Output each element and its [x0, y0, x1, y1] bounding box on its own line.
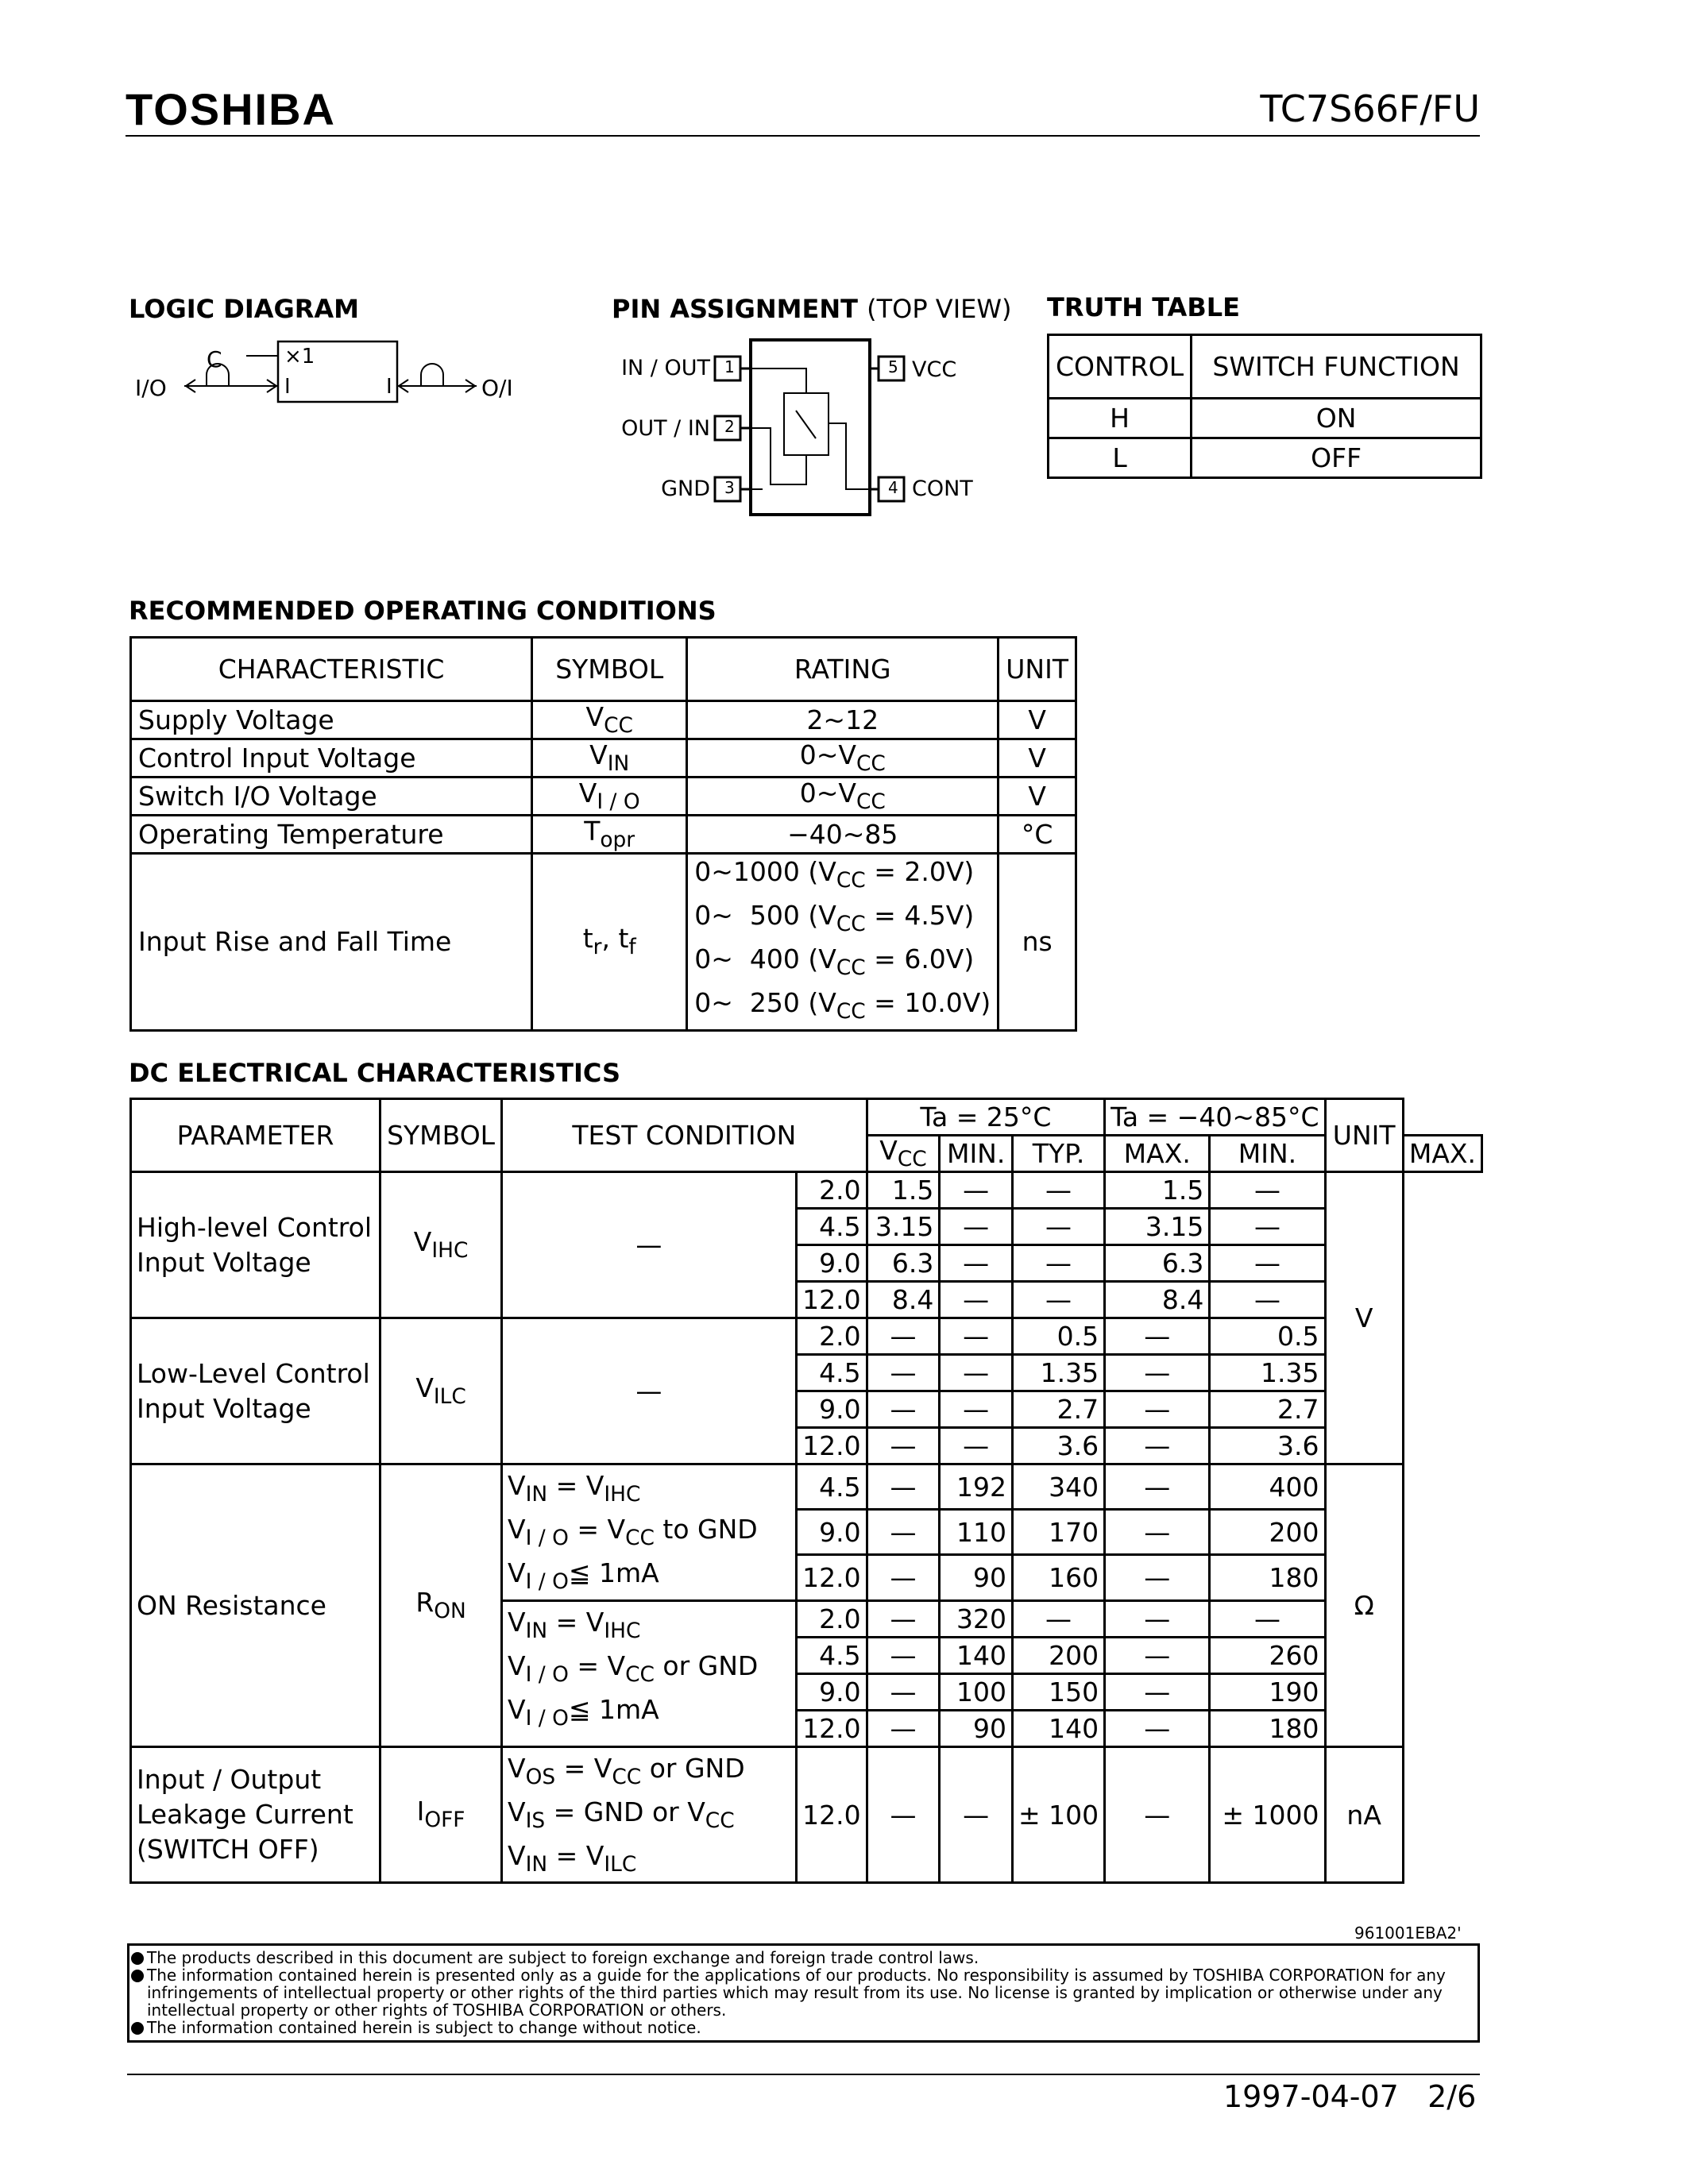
roc-unit: °C: [999, 816, 1076, 854]
roc-header: RATING: [687, 638, 999, 701]
truth-cell: H: [1049, 399, 1192, 438]
condition-line: $V_{IN} = V_{IHC}$: [508, 1606, 641, 1643]
dc-vcc: 12.0: [796, 1428, 867, 1464]
dc-max2: 2.7: [1210, 1391, 1325, 1428]
roc-characteristic: Supply Voltage: [131, 701, 532, 739]
dc-parameter-ioff-line: Input / Output: [137, 1764, 322, 1796]
dc-min: —: [867, 1600, 940, 1637]
dc-vcc: 2.0: [796, 1600, 867, 1637]
dc-row: [131, 1746, 1482, 1883]
dc-min: 8.4: [867, 1282, 940, 1318]
dc-symbol-ron: $R_{ON}$: [380, 1464, 502, 1747]
dc-typ: —: [940, 1746, 1013, 1883]
dc-min: —: [867, 1673, 940, 1710]
pin2-name: OUT / IN: [621, 416, 710, 441]
dc-max2: 0.5: [1210, 1318, 1325, 1355]
dc-header-min: MIN.: [940, 1136, 1013, 1172]
condition-line: $V_{I / O}≦$ 1mA: [508, 1693, 659, 1731]
dc-condition-ron-b: [502, 1600, 797, 1746]
dc-typ: —: [940, 1391, 1013, 1428]
dc-max: 340: [1012, 1464, 1104, 1510]
dc-min2: —: [1105, 1746, 1210, 1883]
dc-max: —: [1012, 1172, 1104, 1209]
pin4-number: 4: [888, 478, 898, 497]
dc-typ: 110: [940, 1510, 1013, 1555]
dc-min: —: [867, 1464, 940, 1510]
dc-parameter-vilc-line: Input Voltage: [137, 1392, 311, 1424]
dc-min: —: [867, 1510, 940, 1555]
dc-parameter-vihc-line: High-level Control: [137, 1211, 373, 1243]
dc-max2: ± 1000: [1210, 1746, 1325, 1883]
dc-typ: —: [940, 1282, 1013, 1318]
pin2-number: 2: [724, 417, 735, 436]
roc-unit: V: [999, 701, 1076, 739]
roc-header: UNIT: [999, 638, 1076, 701]
dc-symbol-vihc: $V_{IHC}$: [380, 1172, 502, 1318]
dc-typ: 90: [940, 1555, 1013, 1600]
dc-header-typ: TYP.: [1012, 1136, 1104, 1172]
dc-min2: —: [1105, 1600, 1210, 1637]
dc-max: 170: [1012, 1510, 1104, 1555]
dc-parameter-vilc: [131, 1318, 380, 1464]
dc-min2: —: [1105, 1428, 1210, 1464]
pin5-name: VCC: [912, 357, 957, 382]
roc-characteristic: Operating Temperature: [131, 816, 532, 854]
truth-table: [1047, 334, 1482, 479]
dc-condition-ron-a: [502, 1464, 797, 1601]
roc-unit: ns: [999, 854, 1076, 1031]
roc-header: SYMBOL: [532, 638, 687, 701]
dc-min: —: [867, 1637, 940, 1673]
logic-diagram: [127, 334, 540, 413]
dc-min: —: [867, 1391, 940, 1428]
dc-max2: 180: [1210, 1710, 1325, 1746]
dc-min: —: [867, 1555, 940, 1600]
dc-condition-ioff: [502, 1746, 797, 1883]
roc-characteristic: Control Input Voltage: [131, 739, 532, 778]
dc-typ: —: [940, 1245, 1013, 1282]
condition-line: $V_{I / O} = V_{CC}$ to GND: [508, 1513, 758, 1550]
dc-min2: —: [1105, 1391, 1210, 1428]
dc-max2: 3.6: [1210, 1428, 1325, 1464]
dc-max: 200: [1012, 1637, 1104, 1673]
dc-typ: 100: [940, 1673, 1013, 1710]
dc-max: 150: [1012, 1673, 1104, 1710]
dc-min2: —: [1105, 1637, 1210, 1673]
dc-typ: 90: [940, 1710, 1013, 1746]
dc-unit-na: nA: [1325, 1746, 1403, 1883]
dc-typ: 140: [940, 1637, 1013, 1673]
condition-line: $V_{I / O}≦$ 1mA: [508, 1557, 659, 1594]
dc-vcc: 4.5: [796, 1355, 867, 1391]
dc-min2: —: [1105, 1464, 1210, 1510]
footer-date-page: [1223, 2079, 1476, 2114]
dc-max: 2.7: [1012, 1391, 1104, 1428]
dc-vcc: 12.0: [796, 1555, 867, 1600]
dc-min: —: [867, 1746, 940, 1883]
footer-page: 2/6: [1427, 2079, 1477, 2114]
doc-id: 961001EBA2': [1354, 1924, 1462, 1943]
dc-max: —: [1012, 1282, 1104, 1318]
dc-min2: 1.5: [1105, 1172, 1210, 1209]
dc-vcc: 9.0: [796, 1245, 867, 1282]
dc-typ: —: [940, 1428, 1013, 1464]
dc-row: [131, 1172, 1482, 1209]
dc-parameter-vihc-line: Input Voltage: [137, 1246, 311, 1278]
truth-cell: OFF: [1192, 438, 1481, 478]
dc-unit-v: V: [1325, 1172, 1403, 1464]
dc-table: [129, 1098, 1483, 1884]
dc-header-ta25: Ta = 25°C: [867, 1099, 1105, 1136]
dc-min: 6.3: [867, 1245, 940, 1282]
dc-typ: —: [940, 1209, 1013, 1245]
dc-min2: —: [1105, 1555, 1210, 1600]
dc-max: 3.6: [1012, 1428, 1104, 1464]
note-3: The information contained herein is subject to change without notice.: [147, 2019, 1470, 2036]
dc-unit-ohm: Ω: [1325, 1464, 1403, 1747]
dc-max: 160: [1012, 1555, 1104, 1600]
dc-parameter-ioff-line: Leakage Current: [137, 1799, 353, 1831]
dc-vcc: 9.0: [796, 1391, 867, 1428]
dc-max: —: [1012, 1209, 1104, 1245]
roc-rating: −40~85: [687, 816, 999, 854]
roc-rating-list: 0~1000 $(V_{CC} = 2.0V)$ 0~ 500 $(V_{CC} = 4.5V)$ 0~ 400 $(V_{CC} = 6.0V)$ 0~ 250 $(V_{CC} = 10.0V)$: [687, 854, 999, 1031]
dc-title: DC ELECTRICAL CHARACTERISTICS: [129, 1058, 620, 1088]
dc-header-ta-range: Ta = −40~85°C: [1105, 1099, 1325, 1136]
roc-table: [129, 636, 1077, 1032]
dc-condition-vihc: —: [502, 1172, 797, 1318]
dc-header-test-condition: TEST CONDITION: [502, 1099, 867, 1172]
dc-parameter-vihc: [131, 1172, 380, 1318]
dc-vcc: 2.0: [796, 1318, 867, 1355]
dc-min: —: [867, 1355, 940, 1391]
roc-symbol: $V_{IN}$: [532, 739, 687, 778]
dc-min2: 3.15: [1105, 1209, 1210, 1245]
roc-unit: V: [999, 739, 1076, 778]
io-label: I/O: [135, 375, 167, 401]
condition-line: $V_{IS}$ = GND or $V_{CC}$: [508, 1796, 735, 1833]
dc-typ: 192: [940, 1464, 1013, 1510]
dc-vcc: 4.5: [796, 1464, 867, 1510]
condition-line: $V_{I / O} = V_{CC}$ or GND: [508, 1650, 759, 1687]
roc-rating: $0\sim V_{CC}$: [687, 739, 999, 778]
condition-line: $V_{IN} = V_{ILC}$: [508, 1839, 637, 1877]
footer-date: 1997-04-07: [1223, 2079, 1399, 2114]
footer-rule: [127, 2074, 1480, 2075]
header-rule: [126, 135, 1480, 137]
dc-max2: 200: [1210, 1510, 1325, 1555]
dc-header-min2: MIN.: [1210, 1136, 1325, 1172]
roc-characteristic: Input Rise and Fall Time: [131, 854, 532, 1031]
dc-max2: 1.35: [1210, 1355, 1325, 1391]
dc-vcc: 2.0: [796, 1172, 867, 1209]
dc-vcc: 9.0: [796, 1510, 867, 1555]
dc-min: —: [867, 1428, 940, 1464]
dc-max: 1.35: [1012, 1355, 1104, 1391]
roc-rating: 2~12: [687, 701, 999, 739]
dc-parameter-ioff: [131, 1746, 380, 1883]
roc-symbol: $t_r$, $t_f$: [532, 854, 687, 1031]
dc-max: 140: [1012, 1710, 1104, 1746]
dc-symbol-ioff: $I_{OFF}$: [380, 1746, 502, 1883]
truth-cell: L: [1049, 438, 1192, 478]
box-left-label: I: [284, 375, 291, 399]
logic-diagram-figure: [127, 334, 540, 413]
dc-min2: —: [1105, 1355, 1210, 1391]
note-1: The products described in this document are subject to foreign exchange and foreign trade control laws.: [147, 1949, 1470, 1966]
dc-parameter-ron: ON Resistance: [131, 1464, 380, 1747]
gain-label: ×1: [284, 345, 315, 369]
dc-header-max2: MAX.: [1403, 1136, 1481, 1172]
dc-condition-vilc: —: [502, 1318, 797, 1464]
pin4-name: CONT: [912, 477, 973, 501]
dc-header-unit: UNIT: [1325, 1099, 1403, 1172]
dc-max2: 180: [1210, 1555, 1325, 1600]
notes-box: [127, 1943, 1480, 2043]
pin-assignment-figure: [612, 334, 977, 524]
dc-max2: —: [1210, 1600, 1325, 1637]
roc-title: RECOMMENDED OPERATING CONDITIONS: [129, 596, 717, 626]
dc-vcc: 4.5: [796, 1637, 867, 1673]
dc-header-parameter: PARAMETER: [131, 1099, 380, 1172]
dc-min: 1.5: [867, 1172, 940, 1209]
dc-max: 0.5: [1012, 1318, 1104, 1355]
pin5-number: 5: [888, 357, 898, 376]
dc-parameter-vilc-line: Low-Level Control: [137, 1357, 370, 1389]
part-number: TC7S66F/FU: [1260, 87, 1480, 130]
dc-max: —: [1012, 1245, 1104, 1282]
roc-rating: $0\sim V_{CC}$: [687, 778, 999, 816]
dc-min: 3.15: [867, 1209, 940, 1245]
condition-line: $V_{OS} = V_{CC}$ or GND: [508, 1752, 745, 1789]
dc-min2: —: [1105, 1673, 1210, 1710]
dc-row: [131, 1318, 1482, 1355]
dc-typ: —: [940, 1355, 1013, 1391]
roc-symbol: $V_{CC}$: [532, 701, 687, 739]
truth-table-title: TRUTH TABLE: [1047, 292, 1240, 322]
pin1-name: IN / OUT: [621, 356, 710, 380]
box-right-label: I: [386, 375, 392, 399]
dc-header-symbol: SYMBOL: [380, 1099, 502, 1172]
dc-vcc: 12.0: [796, 1746, 867, 1883]
dc-max: —: [1012, 1600, 1104, 1637]
roc-unit: V: [999, 778, 1076, 816]
note-2: The information contained herein is presented only as a guide for the applications of our products. No responsibility is assumed by TOSHIBA CORPORATION for any infringements of intellectual property or other rights of the third parties which may result from its use. No license is granted by implication or otherwise under any intellectual property or other rights of TOSHIBA CORPORATION or others.: [147, 1966, 1470, 2019]
dc-max2: —: [1210, 1172, 1325, 1209]
dc-max2: 400: [1210, 1464, 1325, 1510]
dc-typ: —: [940, 1318, 1013, 1355]
dc-parameter-ioff-line: (SWITCH OFF): [137, 1834, 319, 1866]
dc-vcc: 4.5: [796, 1209, 867, 1245]
pin3-name: GND: [661, 477, 710, 501]
roc-symbol: $V_{I / O}$: [532, 778, 687, 816]
dc-vcc: 12.0: [796, 1282, 867, 1318]
dc-max2: —: [1210, 1245, 1325, 1282]
truth-cell: ON: [1192, 399, 1481, 438]
dc-header-vcc: $V_{CC}$: [867, 1136, 940, 1172]
dc-min2: —: [1105, 1710, 1210, 1746]
dc-max2: 260: [1210, 1637, 1325, 1673]
dc-typ: —: [940, 1172, 1013, 1209]
brand-logo: TOSHIBA: [126, 84, 336, 134]
dc-max2: 190: [1210, 1673, 1325, 1710]
truth-header-control: CONTROL: [1049, 335, 1192, 399]
dc-header-max: MAX.: [1105, 1136, 1210, 1172]
pin3-number: 3: [724, 478, 735, 497]
dc-vcc: 12.0: [796, 1710, 867, 1746]
roc-symbol: $T_{opr}$: [532, 816, 687, 854]
dc-max2: —: [1210, 1282, 1325, 1318]
dc-min: —: [867, 1318, 940, 1355]
control-label: C: [207, 346, 222, 372]
dc-min2: —: [1105, 1318, 1210, 1355]
oi-label: O/I: [481, 375, 513, 401]
dc-min2: 6.3: [1105, 1245, 1210, 1282]
dc-min: —: [867, 1710, 940, 1746]
roc-header: CHARACTERISTIC: [131, 638, 532, 701]
roc-characteristic: Switch I/O Voltage: [131, 778, 532, 816]
dc-min2: 8.4: [1105, 1282, 1210, 1318]
condition-line: $V_{IN} = V_{IHC}$: [508, 1470, 641, 1507]
dc-typ: 320: [940, 1600, 1013, 1637]
pin-assignment-title: PIN ASSIGNMENT (TOP VIEW): [612, 294, 1012, 324]
dc-min2: —: [1105, 1510, 1210, 1555]
dc-symbol-vilc: $V_{ILC}$: [380, 1318, 502, 1464]
dc-max: ± 100: [1012, 1746, 1104, 1883]
truth-header-function: SWITCH FUNCTION: [1192, 335, 1481, 399]
logic-diagram-title: LOGIC DIAGRAM: [129, 294, 359, 324]
dc-vcc: 9.0: [796, 1673, 867, 1710]
dc-row: [131, 1464, 1482, 1510]
dc-max2: —: [1210, 1209, 1325, 1245]
pin1-number: 1: [724, 357, 735, 376]
